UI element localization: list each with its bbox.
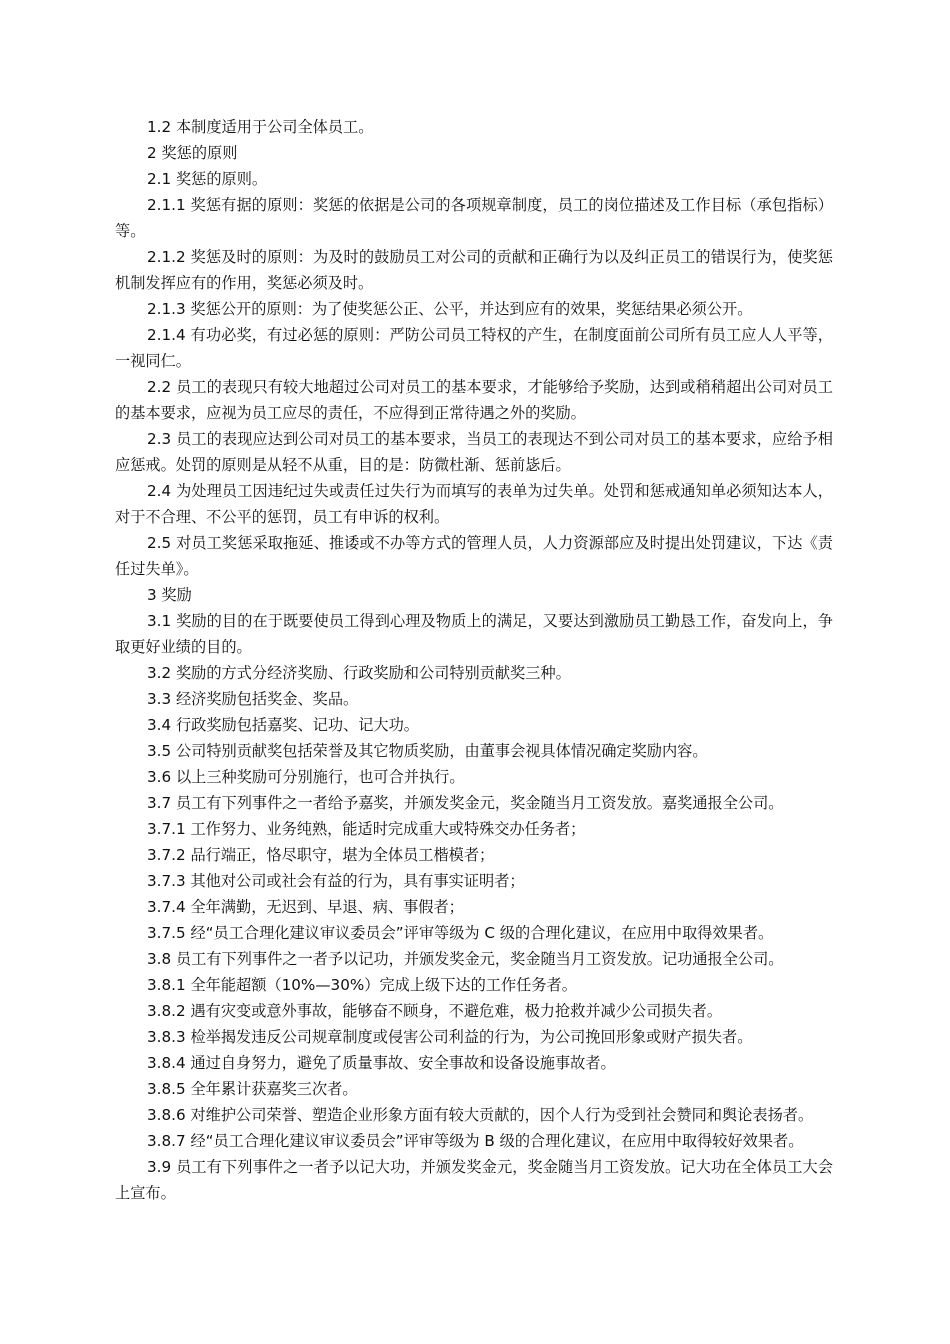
paragraph: 2.2 员工的表现只有较大地超过公司对员工的基本要求，才能够给予奖励，达到或稍稍超出公司对员工的基本要求，应视为员工应尽的责任，不应得到正常待遇之外的奖励。 xyxy=(115,378,833,422)
paragraph: 2.1.1 奖惩有据的原则：奖惩的依据是公司的各项规章制度，员工的岗位描述及工作目标（承包指标）等。 xyxy=(115,196,833,240)
paragraph: 3.8.3 检举揭发违反公司规章制度或侵害公司利益的行为，为公司挽回形象或财产损失者。 xyxy=(147,1028,753,1046)
paragraph: 3.7.1 工作努力、业务纯熟，能适时完成重大或特殊交办任务者； xyxy=(147,820,586,838)
paragraph: 3.1 奖励的目的在于既要使员工得到心理及物质上的满足，又要达到激励员工勤恳工作，奋发向上，争取更好业绩的目的。 xyxy=(115,612,833,656)
paragraph: 3.7 员工有下列事件之一者给予嘉奖，并颁发奖金元，奖金随当月工资发放。嘉奖通报全公司。 xyxy=(147,794,784,812)
paragraph: 2 奖惩的原则 xyxy=(147,144,238,162)
paragraph: 3.5 公司特别贡献奖包括荣誉及其它物质奖励，由董事会视具体情况确定奖励内容。 xyxy=(147,742,708,760)
paragraph: 3.4 行政奖励包括嘉奖、记功、记大功。 xyxy=(147,716,419,734)
paragraph: 2.1.4 有功必奖，有过必惩的原则：严防公司员工特权的产生，在制度面前公司所有员工应人人平等，一视同仁。 xyxy=(115,326,833,370)
paragraph: 2.3 员工的表现应达到公司对员工的基本要求，当员工的表现达不到公司对员工的基本要求，应给予相应惩戒。处罚的原则是从轻不从重，目的是：防微杜渐、惩前毖后。 xyxy=(115,430,833,474)
paragraph: 2.1.2 奖惩及时的原则：为及时的鼓励员工对公司的贡献和正确行为以及纠正员工的错误行为，使奖惩机制发挥应有的作用，奖惩必须及时。 xyxy=(115,248,833,292)
paragraph: 2.5 对员工奖惩采取拖延、推诿或不办等方式的管理人员，人力资源部应及时提出处罚建议，下达《责任过失单》。 xyxy=(115,534,833,578)
paragraph: 3 奖励 xyxy=(147,586,192,604)
paragraph: 3.7.5 经“员工合理化建议审议委员会”评审等级为 C 级的合理化建议，在应用中取得效果者。 xyxy=(147,924,774,942)
paragraph: 3.3 经济奖励包括奖金、奖品。 xyxy=(147,690,359,708)
paragraph: 3.8.7 经“员工合理化建议审议委员会”评审等级为 B 级的合理化建议，在应用中取得较好效果者。 xyxy=(147,1132,804,1150)
paragraph: 3.2 奖励的方式分经济奖励、行政奖励和公司特别贡献奖三种。 xyxy=(147,664,571,682)
paragraph: 3.8 员工有下列事件之一者予以记功，并颁发奖金元，奖金随当月工资发放。记功通报全公司。 xyxy=(147,950,784,968)
paragraph: 2.4 为处理员工因违纪过失或责任过失行为而填写的表单为过失单。处罚和惩戒通知单必须知达本人，对于不合理、不公平的惩罚，员工有申诉的权利。 xyxy=(115,482,833,526)
paragraph: 2.1 奖惩的原则。 xyxy=(147,170,268,188)
paragraph: 3.6 以上三种奖励可分别施行，也可合并执行。 xyxy=(147,768,465,786)
paragraph: 3.8.5 全年累计获嘉奖三次者。 xyxy=(147,1080,358,1098)
paragraph: 2.1.3 奖惩公开的原则：为了使奖惩公正、公平，并达到应有的效果，奖惩结果必须公开。 xyxy=(147,300,753,318)
document-body xyxy=(115,114,833,1206)
paragraph: 3.9 员工有下列事件之一者予以记大功，并颁发奖金元，奖金随当月工资发放。记大功在全体员工大会上宣布。 xyxy=(115,1158,833,1202)
paragraph: 3.8.4 通过自身努力，避免了质量事故、安全事故和设备设施事故者。 xyxy=(147,1054,616,1072)
paragraph: 3.7.4 全年满勤，无迟到、早退、病、事假者； xyxy=(147,898,464,916)
paragraph: 3.7.2 品行端正，恪尽职守，堪为全体员工楷模者； xyxy=(147,846,495,864)
paragraph: 3.8.2 遇有灾变或意外事故，能够奋不顾身，不避危难，极力抢救并减少公司损失者。 xyxy=(147,1002,723,1020)
paragraph: 3.7.3 其他对公司或社会有益的行为，具有事实证明者； xyxy=(147,872,525,890)
paragraph: 1.2 本制度适用于公司全体员工。 xyxy=(147,118,374,136)
paragraph: 3.8.1 全年能超额（10%—30%）完成上级下达的工作任务者。 xyxy=(147,976,577,994)
paragraph: 3.8.6 对维护公司荣誉、塑造企业形象方面有较大贡献的，因个人行为受到社会赞同和舆论表扬者。 xyxy=(147,1106,814,1124)
